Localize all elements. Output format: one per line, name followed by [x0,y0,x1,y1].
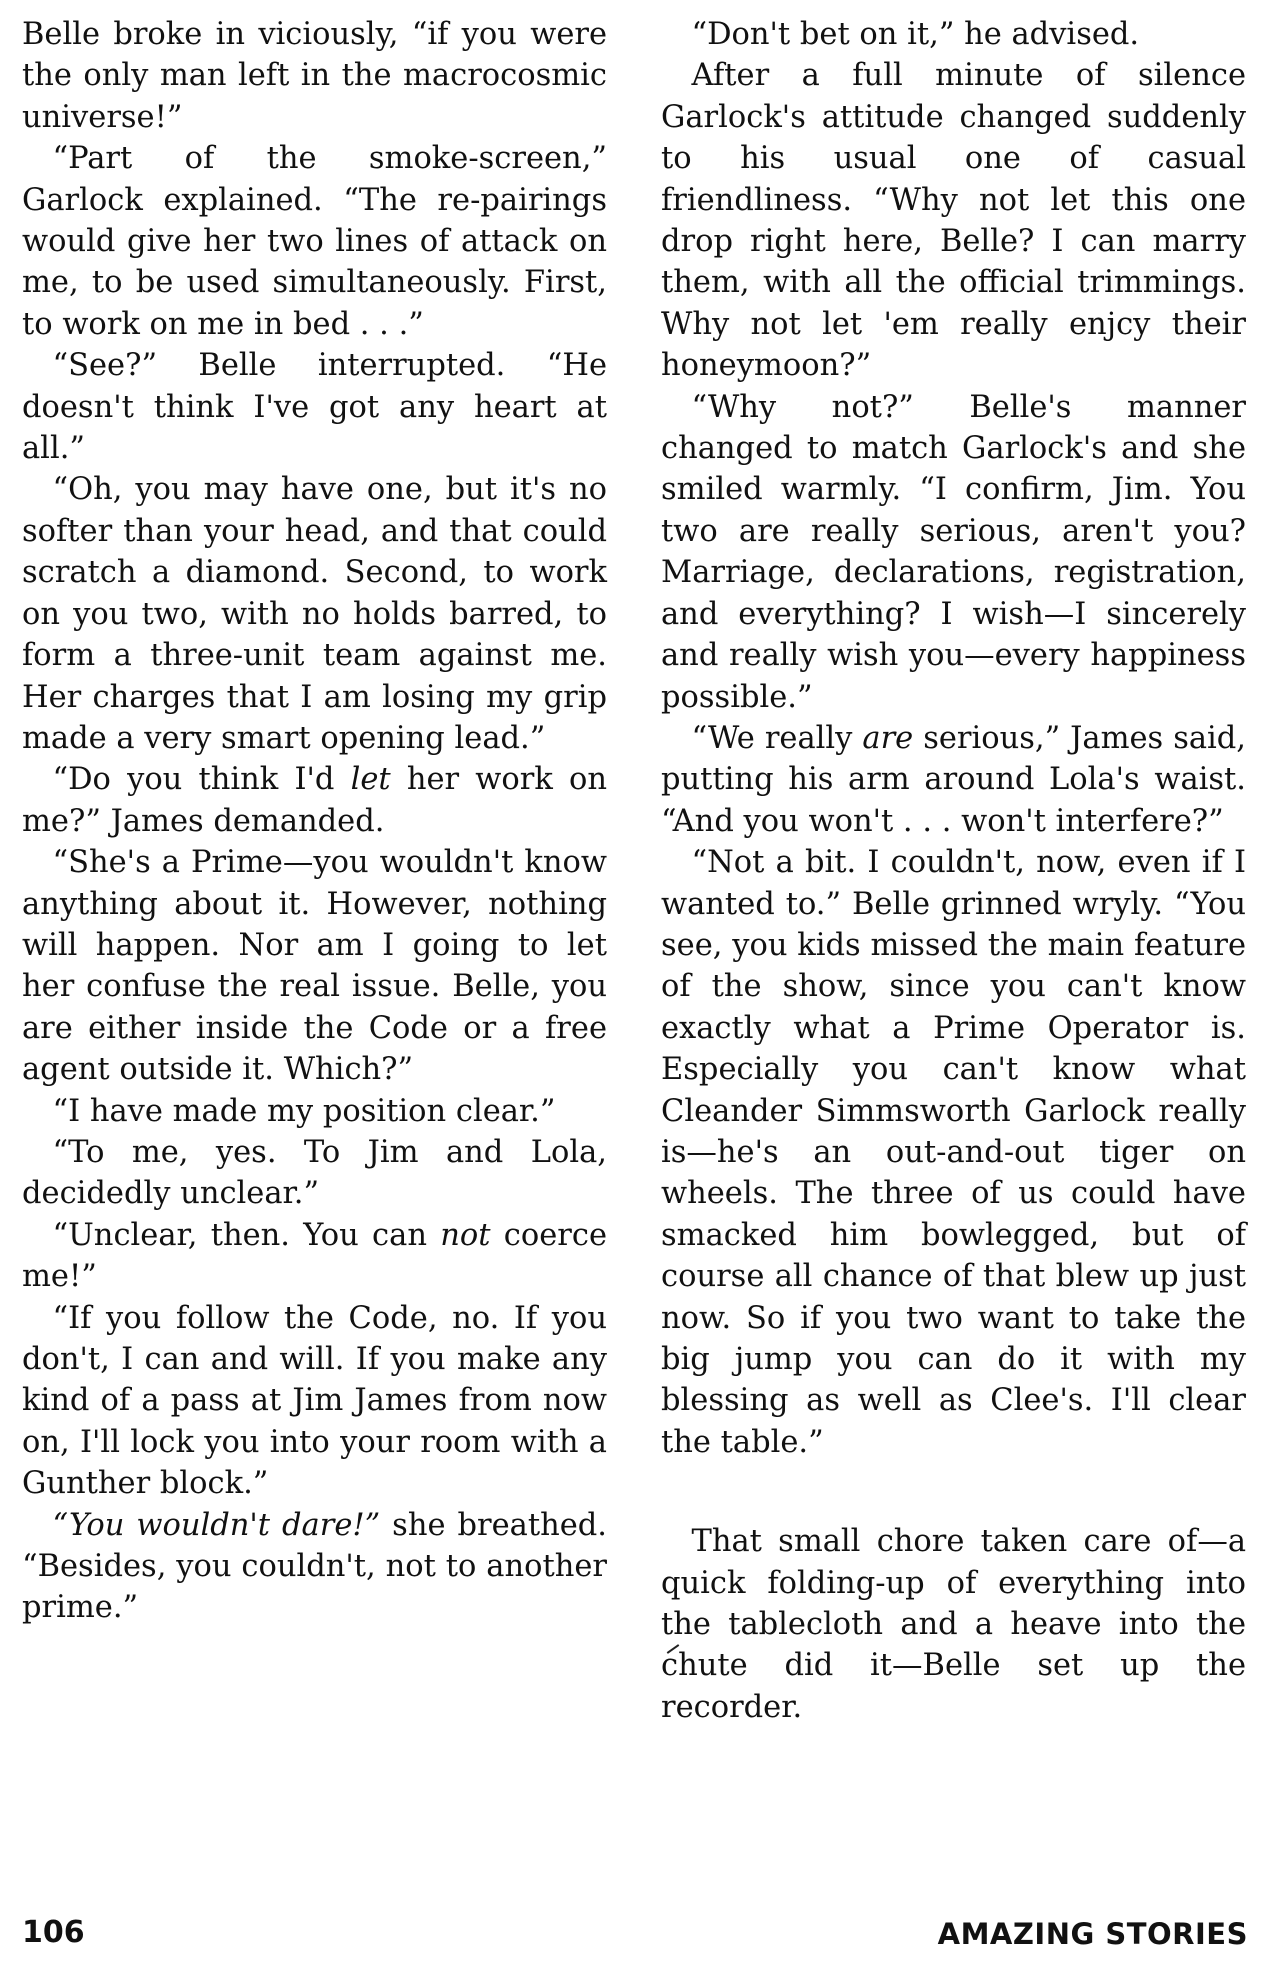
paragraph: Belle broke in viciously, “if you were the only man left in the macrocosmic universe!” [22,17,607,135]
paragraph: “See?” Belle interrupted. “He doesn't think I've got any heart at all.” [22,348,607,467]
paragraph: “She's a Prime—you wouldn't know anything about it. However, nothing will happen. Nor am I going to let her confuse the real issue. Belle, you are either inside the Code or a free agent outside it. Which?” [22,845,607,1088]
paragraph: “Not a bit. I couldn't, now, even if I wanted to.” Belle grinned wryly. “You see, you kids missed the main feature of the show, since you can't know exactly what a Prime Operator is. Especially you can't know what Cleander Simmsworth Garlock really is—he's an out-and-out tiger on wheels. The three of us could have smacked him bowlegged, but of course all chance of that blew up just now. So if you two want to take the big jump you can do it with my blessing as well as Clee's. I'll clear the table.” [661,845,1246,1460]
page-number: 106 [22,1915,85,1950]
emphasis: let [350,762,391,798]
right-column [661,14,1246,1728]
paragraph: “Why not?” Belle's manner changed to match Garlock's and she smiled warmly. “I confirm, Jim. You two are really serious, aren't you? Marriage, declarations, registration, and everything? I wish—I sincerely and really wish you—every happiness possible.” [661,389,1246,715]
paragraph: “To me, yes. To Jim and Lola, decidedly unclear.” [22,1134,607,1212]
paragraph: “Don't bet on it,” he advised. [691,17,1140,52]
paragraph: “You wouldn't dare!” she breathed. “Besides, you couldn't, not to another prime.” [22,1507,607,1626]
emphasis: “You wouldn't dare!” [52,1507,381,1543]
emphasis: not [440,1217,491,1253]
paragraph: “Part of the smoke-screen,” Garlock explained. “The re-pairings would give her two lines of attack on me, to be used simultaneously. First, to work on me in bed . . .” [22,141,607,342]
running-head: AMAZING STORIES [937,1917,1248,1951]
paragraph: After a full minute of silence Garlock's attitude changed suddenly to his usual one of casual friendliness. “Why not let this one drop right here, Belle? I can marry them, with all the official trimmings. Why not let 'em really enjcy their honeymoon?” [661,58,1246,384]
paragraph: “We really are serious,” James said, putting his arm around Lola's waist. “And you won't . . . won't interfere?” [661,720,1247,839]
paragraph: “Do you think I'd let her work on me?” James demanded. [22,762,607,839]
left-column [22,14,607,1629]
paragraph: “I have made my position clear.” [52,1093,556,1129]
paragraph: “Unclear, then. You can not coerce me!” [22,1217,608,1295]
section-break-paragraph: That small chore taken care of—a quick folding-up of everything into the tablecloth and a heave into the chute did it—Belle set up the recorder. [661,1524,1246,1725]
emphasis: are [862,720,914,756]
paragraph: “Oh, you may have one, but it's no softer than your head, and that could scratch a diamond. Second, to work on you two, with no holds barred, to form a three-unit team against me. Her charges that I am losing my grip made a very smart opening lead.” [22,472,607,756]
paragraph: “If you follow the Code, no. If you don't, I can and will. If you make any kind of a pass at Jim James from now on, I'll lock you into your room with a Gunther block.” [22,1300,607,1502]
